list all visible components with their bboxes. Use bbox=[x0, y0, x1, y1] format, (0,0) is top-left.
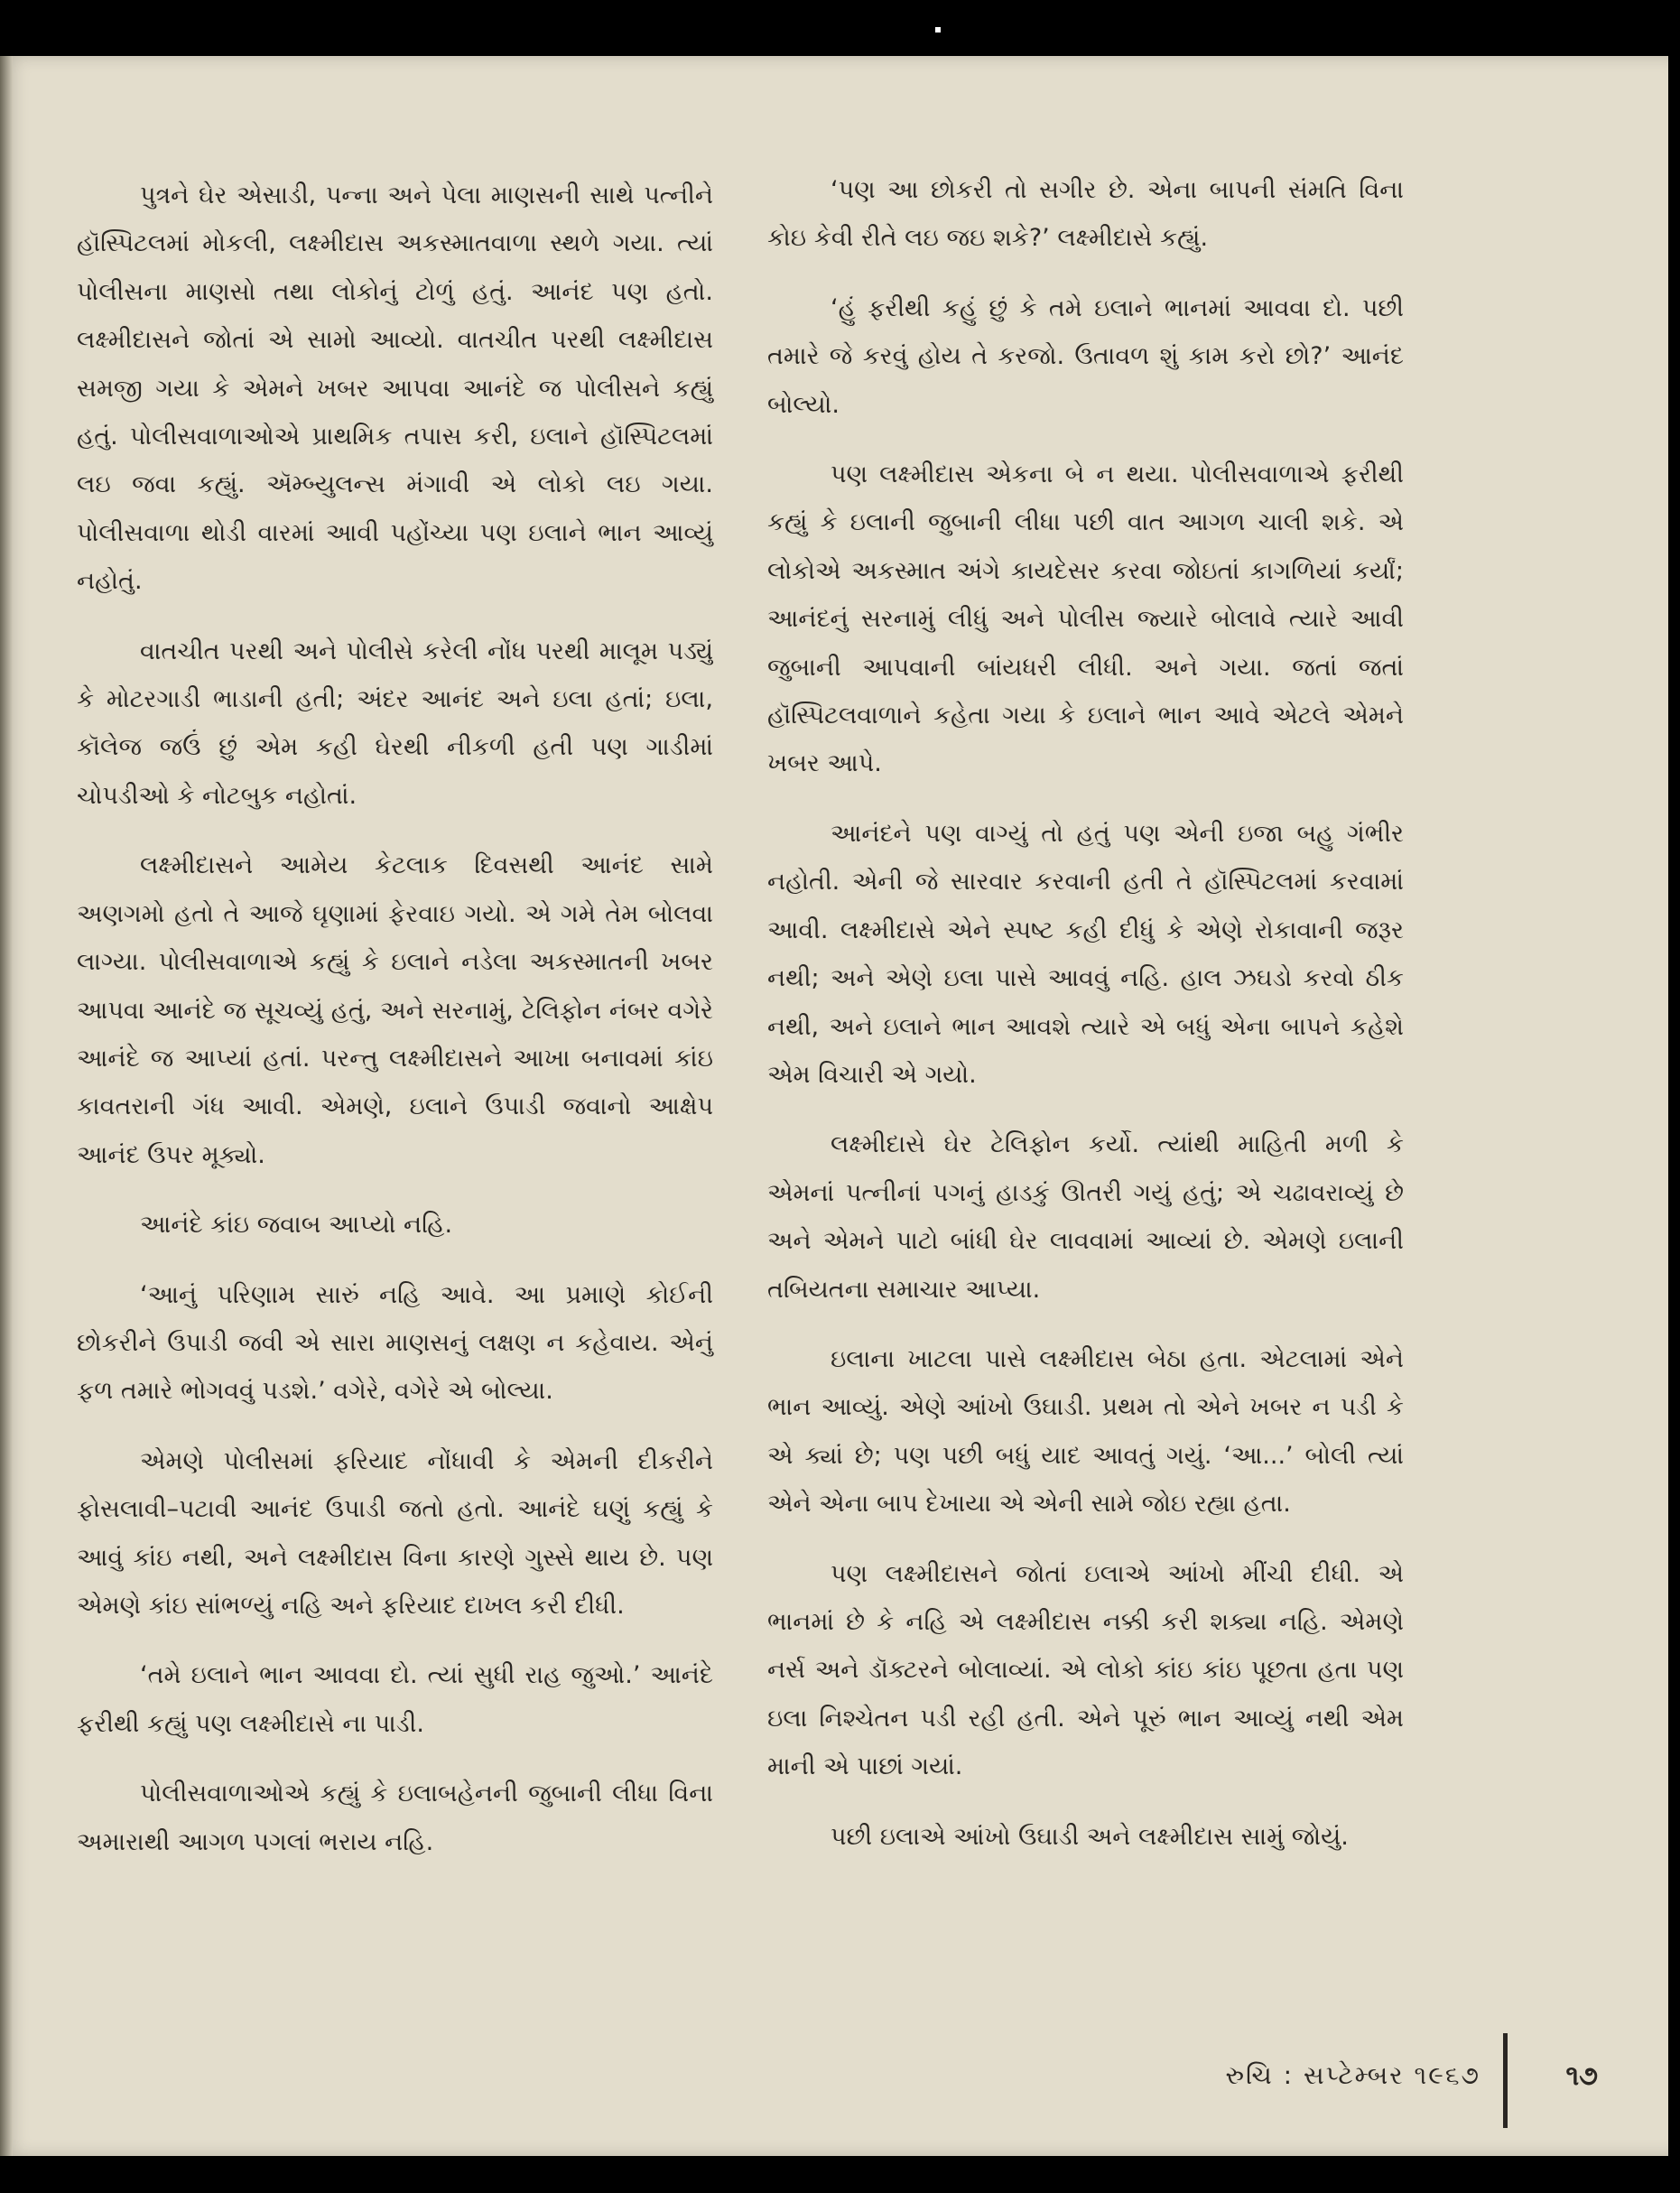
paragraph: પછી ઇલાએ આંખો ઉઘાડી અને લક્ષ્મીદાસ સામું જોયું. bbox=[831, 1822, 1349, 1851]
magazine-page bbox=[0, 56, 1668, 2156]
paragraph: એમણે પોલીસમાં ફરિયાદ નોંધાવી કે એમની દીકરીને ફોસલાવી–પટાવી આનંદ ઉપાડી જતો હતો. આનંદે ઘણું કહ્યું કે આવું કાંઇ નથી, અને લક્ષ્મીદાસ વિના કારણે ગુસ્સે થાય છે. પણ એમણે કાંઇ સાંભળ્યું નહિ અને ફરિયાદ દાખલ કરી દીધી. bbox=[77, 1446, 713, 1620]
running-head: રુચિ : સપ્ટેમ્બર ૧૯૬૭ bbox=[1225, 2060, 1480, 2090]
paragraph: વાતચીત પરથી અને પોલીસે કરેલી નોંધ પરથી માલૂમ પડ્યું કે મોટરગાડી ભાડાની હતી; અંદર આનંદ અને ઇલા હતાં; ઇલા, કૉલેજ જઉં છું એમ કહી ઘેરથી નીકળી હતી પણ ગાડીમાં ચોપડીઓ કે નોટબુક નહોતાં. bbox=[77, 637, 713, 810]
paragraph: લક્ષ્મીદાસે ઘેર ટેલિફોન કર્યો. ત્યાંથી માહિતી મળી કે એમનાં પત્નીનાં પગનું હાડકું ઊતરી ગયું હતું; એ ચઢાવરાવ્યું છે અને એમને પાટો બાંધી ઘેર લાવવામાં આવ્યાં છે. એમણે ઇલાની તબિયતના સમાચાર આપ્યા. bbox=[767, 1130, 1404, 1304]
paragraph: ઇલાના ખાટલા પાસે લક્ષ્મીદાસ બેઠા હતા. એટલામાં એને ભાન આવ્યું. એણે આંખો ઉઘાડી. પ્રથમ તો એને ખબર ન પડી કે એ ક્યાં છે; પણ પછી બધું યાદ આવતું ગયું. ‘આ...’ બોલી ત્યાં એને એના બાપ દેખાયા એ એની સામે જોઇ રહ્યા હતા. bbox=[767, 1344, 1404, 1519]
paragraph: ‘હું ફરીથી કહું છું કે તમે ઇલાને ભાનમાં આવવા દો. પછી તમારે જે કરવું હોય તે કરજો. ઉતાવળ શું કામ કરો છો?’ આનંદ બોલ્યો. bbox=[767, 293, 1405, 419]
binding-gutter bbox=[0, 56, 13, 2156]
page-number: ૧૭ bbox=[1565, 2060, 1598, 2092]
paragraph: પણ લક્ષ્મીદાસને જોતાં ઇલાએ આંખો મીંચી દીધી. એ ભાનમાં છે કે નહિ એ લક્ષ્મીદાસ નક્કી કરી શક્યા નહિ. એમણે નર્સ અને ડૉક્ટરને બોલાવ્યાં. એ લોકો કાંઇ કાંઇ પૂછતા હતા પણ ઇલા નિશ્ચેતન પડી રહી હતી. એને પૂરું ભાન આવ્યું નથી એમ માની એ પાછાં ગયાં. bbox=[767, 1559, 1404, 1781]
left-column bbox=[77, 172, 713, 1888]
paragraph: પુત્રને ઘેર એસાડી, પન્ના અને પેલા માણસની સાથે પત્નીને હૉસ્પિટલમાં મોકલી, લક્ષ્મીદાસ અકસ્માતવાળા સ્થળે ગયા. ત્યાં પોલીસના માણસો તથા લોકોનું ટોળું હતું. આનંદ પણ હતો. લક્ષ્મીદાસને જોતાં એ સામો આવ્યો. વાતચીત પરથી લક્ષ્મીદાસ સમજી ગયા કે એમને ખબર આપવા આનંદે જ પોલીસને કહ્યું હતું. પોલીસવાળાઓએ પ્રાથમિક તપાસ કરી, ઇલાને હૉસ્પિટલમાં લઇ જવા કહ્યું. ઍમ્બ્યુલન્સ મંગાવી એ લોકો લઇ ગયા. પોલીસવાળા થોડી વારમાં આવી પહોંચ્યા પણ ઇલાને ભાન આવ્યું નહોતું. bbox=[77, 181, 713, 596]
page-footer bbox=[1065, 2015, 1607, 2123]
paragraph: પોલીસવાળાઓએ કહ્યું કે ઇલાબહેનની જુબાની લીધા વિના અમારાથી આગળ પગલાં ભરાય નહિ. bbox=[77, 1779, 713, 1856]
paragraph: આનંદે કાંઇ જવાબ આપ્યો નહિ. bbox=[140, 1211, 453, 1240]
paragraph: આનંદને પણ વાગ્યું તો હતું પણ એની ઇજા બહુ ગંભીર નહોતી. એની જે સારવાર કરવાની હતી તે હૉસ્પિટલમાં કરવામાં આવી. લક્ષ્મીદાસે એને સ્પષ્ટ કહી દીધું કે એણે રોકાવાની જરૂર નથી; અને એણે ઇલા પાસે આવવું નહિ. હાલ ઝઘડો કરવો ઠીક નથી, અને ઇલાને ભાન આવશે ત્યારે એ બધું એના બાપને કહેશે એમ વિચારી એ ગયો. bbox=[767, 819, 1404, 1089]
paragraph: ‘આનું પરિણામ સારું નહિ આવે. આ પ્રમાણે કોઈની છોકરીને ઉપાડી જવી એ સારા માણસનું લક્ષણ ન કહેવાય. એનું ફળ તમારે ભોગવવું પડશે.’ વગેરે, વગેરે એ બોલ્યા. bbox=[77, 1280, 713, 1406]
paragraph: લક્ષ્મીદાસને આમેય કેટલાક દિવસથી આનંદ સામે અણગમો હતો તે આજે ઘૃણામાં ફેરવાઇ ગયો. એ ગમે તેમ બોલવા લાગ્યા. પોલીસવાળાએ કહ્યું કે ઇલાને નડેલા અકસ્માતની ખબર આપવા આનંદે જ સૂચવ્યું હતું, અને સરનામું, ટેલિફોન નંબર વગેરે આનંદે જ આપ્યાં હતાં. પરન્તુ લક્ષ્મીદાસને આખા બનાવમાં કાંઇ કાવતરાની ગંધ આવી. એમણે, ઇલાને ઉપાડી જવાનો આક્ષેપ આનંદ ઉપર મૂક્યો. bbox=[77, 851, 713, 1169]
paragraph: ‘તમે ઇલાને ભાન આવવા દો. ત્યાં સુધી રાહ જુઓ.’ આનંદે ફરીથી કહ્યું પણ લક્ષ્મીદાસે ના પાડી. bbox=[77, 1661, 713, 1738]
right-column bbox=[767, 166, 1404, 1882]
paragraph: પણ લક્ષ્મીદાસ એકના બે ન થયા. પોલીસવાળાએ ફરીથી કહ્યું કે ઇલાની જુબાની લીધા પછી વાત આગળ ચાલી શકે. એ લોકોએ અકસ્માત અંગે કાયદેસર કરવા જોઇતાં કાગળિયાં કર્યાં; આનંદનું સરનામું લીધું અને પોલીસ જ્યારે બોલાવે ત્યારે આવી જુબાની આપવાની બાંયધરી લીધી. અને ગયા. જતાં જતાં હૉસ્પિટલવાળાને કહેતા ગયા કે ઇલાને ભાન આવે એટલે એમને ખબર આપે. bbox=[767, 460, 1404, 778]
footer-divider bbox=[1503, 2033, 1508, 2128]
edge-mark bbox=[935, 27, 941, 33]
paragraph: ‘પણ આ છોકરી તો સગીર છે. એના બાપની સંમતિ વિના કોઇ કેવી રીતે લઇ જઇ શકે?’ લક્ષ્મીદાસે કહ્યું. bbox=[767, 176, 1404, 253]
